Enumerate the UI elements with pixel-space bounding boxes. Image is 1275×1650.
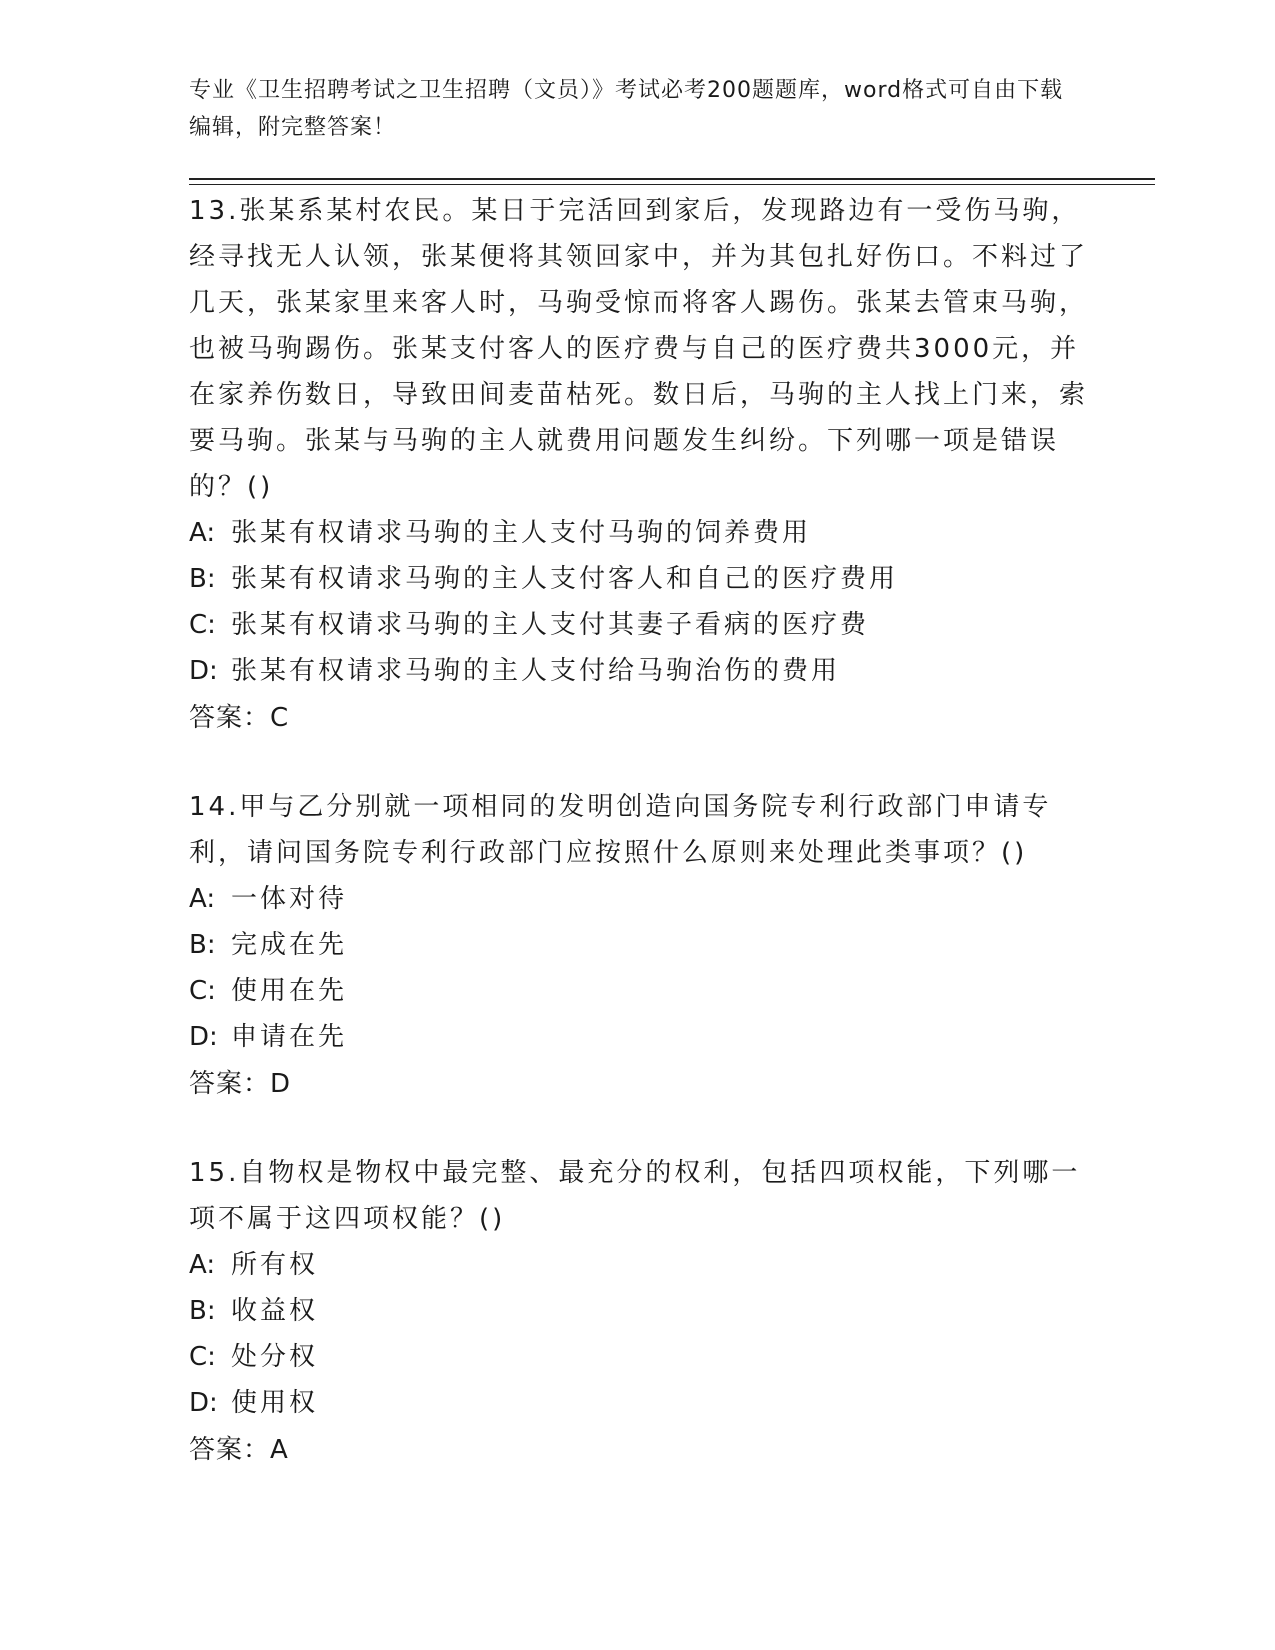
question-text: 15.自物权是物权中最完整、最充分的权利，包括四项权能，下列哪一项不属于这四项权能？() [189, 1158, 1081, 1234]
option-b [189, 556, 1089, 602]
option-c [189, 1334, 1089, 1380]
option-text: 所有权 [231, 1250, 319, 1280]
question-list [189, 188, 1089, 1516]
header-divider-thick [189, 178, 1155, 180]
option-key: D: [189, 1022, 218, 1052]
option-text: 张某有权请求马驹的主人支付客人和自己的医疗费用 [231, 564, 899, 594]
option-a [189, 876, 1089, 922]
question-13 [189, 188, 1089, 742]
option-text: 张某有权请求马驹的主人支付其妻子看病的医疗费 [231, 610, 870, 640]
option-d [189, 1380, 1089, 1426]
option-b [189, 1288, 1089, 1334]
option-text: 使用权 [231, 1388, 319, 1418]
option-key: B: [189, 564, 216, 594]
answer-label: 答案：D [189, 1069, 292, 1099]
option-text: 收益权 [231, 1296, 319, 1326]
option-key: A: [189, 1250, 216, 1280]
option-text: 完成在先 [231, 930, 348, 960]
option-c [189, 968, 1089, 1014]
answer-label: 答案：A [189, 1435, 289, 1465]
option-key: D: [189, 1388, 218, 1418]
question-15 [189, 1150, 1089, 1474]
question-text: 13.张某系某村农民。某日于完活回到家后，发现路边有一受伤马驹，经寻找无人认领，张某便将其领回家中，并为其包扎好伤口。不料过了几天，张某家里来客人时，马驹受惊而将客人踢伤。张某去管束马驹，也被马驹踢伤。张某支付客人的医疗费与自己的医疗费共3000元，并在家养伤数日，导致田间麦苗枯死。数日后，马驹的主人找上门来，索要马驹。张某与马驹的主人就费用问题发生纠纷。下列哪一项是错误的？() [189, 196, 1089, 502]
answer-label: 答案：C [189, 703, 290, 733]
option-a [189, 1242, 1089, 1288]
option-key: B: [189, 930, 216, 960]
question-14 [189, 784, 1089, 1108]
option-key: A: [189, 884, 216, 914]
option-key: B: [189, 1296, 216, 1326]
option-text: 申请在先 [231, 1022, 348, 1052]
header-divider-thin [189, 184, 1155, 185]
option-key: C: [189, 976, 216, 1006]
option-d [189, 1014, 1089, 1060]
option-text: 一体对待 [231, 884, 348, 914]
option-text: 使用在先 [231, 976, 348, 1006]
option-key: C: [189, 610, 216, 640]
option-text: 张某有权请求马驹的主人支付给马驹治伤的费用 [231, 656, 841, 686]
option-c [189, 602, 1089, 648]
option-text: 张某有权请求马驹的主人支付马驹的饲养费用 [231, 518, 812, 548]
option-key: A: [189, 518, 216, 548]
option-key: C: [189, 1342, 216, 1372]
question-text: 14.甲与乙分别就一项相同的发明创造向国务院专利行政部门申请专利，请问国务院专利行政部门应按照什么原则来处理此类事项？() [189, 792, 1052, 868]
option-text: 处分权 [231, 1342, 319, 1372]
option-key: D: [189, 656, 218, 686]
option-d [189, 648, 1089, 694]
option-b [189, 922, 1089, 968]
option-a [189, 510, 1089, 556]
document-header: 专业《卫生招聘考试之卫生招聘（文员）》考试必考200题题库，word格式可自由下载编辑，附完整答案！ [189, 78, 1064, 140]
